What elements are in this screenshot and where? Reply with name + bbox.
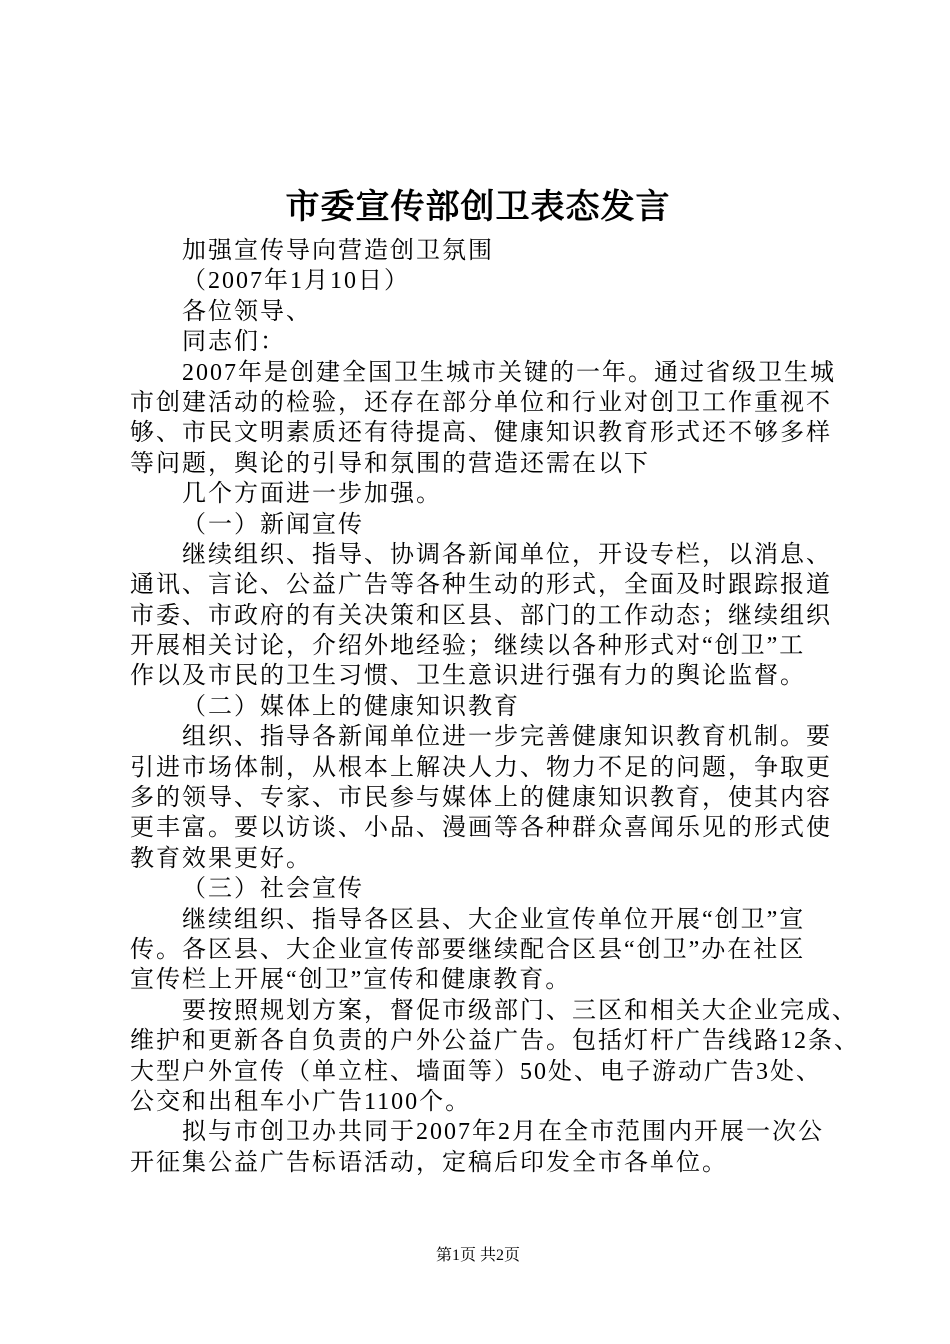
text-line: 传。各区县、大企业宣传部要继续配合区县“创卫”办在社区 (130, 936, 806, 963)
document-title: 市委宣传部创卫表态发言 (285, 189, 671, 226)
text-line: 引进市场体制，从根本上解决人力、物力不足的问题，争取更 (130, 754, 832, 781)
text-line: 开展相关讨论，介绍外地经验；继续以各种形式对“创卫”工 (130, 633, 806, 660)
text-line: 加强宣传导向营造创卫氛围 (182, 238, 494, 264)
text-line: 维护和更新各自负责的户外公益广告。包括灯杆广告线路12条、 (130, 1028, 860, 1055)
text-line: （2007年1月10日） (182, 268, 410, 295)
text-line: （二）媒体上的健康知识教育 (182, 693, 520, 720)
text-line: 组织、指导各新闻单位进一步完善健康知识教育机制。要 (182, 724, 832, 751)
text-line: 继续组织、指导、协调各新闻单位，开设专栏，以消息、 (182, 541, 832, 568)
text-line: 大型户外宣传（单立柱、墙面等）50处、电子游动广告3处、 (130, 1058, 822, 1085)
text-line: 教育效果更好。 (130, 845, 312, 872)
text-line: 更丰富。要以访谈、小品、漫画等各种群众喜闻乐见的形式使 (130, 815, 832, 842)
text-line: 继续组织、指导各区县、大企业宣传单位开展“创卫”宣 (182, 906, 806, 933)
text-line: （一）新闻宣传 (182, 511, 364, 538)
text-line: 各位领导、 (182, 298, 312, 325)
text-line: 几个方面进一步加强。 (182, 481, 442, 508)
text-line: 2007年是创建全国卫生城市关键的一年。通过省级卫生城 (182, 359, 836, 386)
text-line: 要按照规划方案，督促市级部门、三区和相关大企业完成、 (182, 997, 858, 1024)
text-line: 够、市民文明素质还有待提高、健康知识教育形式还不够多样 (130, 420, 832, 447)
text-line: 市创建活动的检验，还存在部分单位和行业对创卫工作重视不 (130, 389, 832, 416)
text-line: 通讯、言论、公益广告等各种生动的形式，全面及时跟踪报道 (130, 572, 832, 599)
text-line: （三）社会宣传 (182, 876, 364, 903)
text-line: 拟与市创卫办共同于2007年2月在全市范围内开展一次公 (182, 1119, 824, 1146)
text-line: 开征集公益广告标语活动，定稿后印发全市各单位。 (130, 1149, 728, 1176)
document-body (130, 236, 860, 1178)
text-line: 宣传栏上开展“创卫”宣传和健康教育。 (130, 967, 572, 994)
text-line: 公交和出租车小广告1100个。 (130, 1088, 472, 1115)
text-line: 多的领导、专家、市民参与媒体上的健康知识教育，使其内容 (130, 785, 832, 812)
text-line: 同志们： (182, 329, 286, 356)
text-line: 作以及市民的卫生习惯、卫生意识进行强有力的舆论监督。 (130, 663, 806, 690)
page-footer: 第1页 共2页 (435, 1247, 520, 1264)
text-line: 市委、市政府的有关决策和区县、部门的工作动态；继续组织 (130, 602, 832, 629)
text-line: 等问题，舆论的引导和氛围的营造还需在以下 (130, 450, 650, 477)
